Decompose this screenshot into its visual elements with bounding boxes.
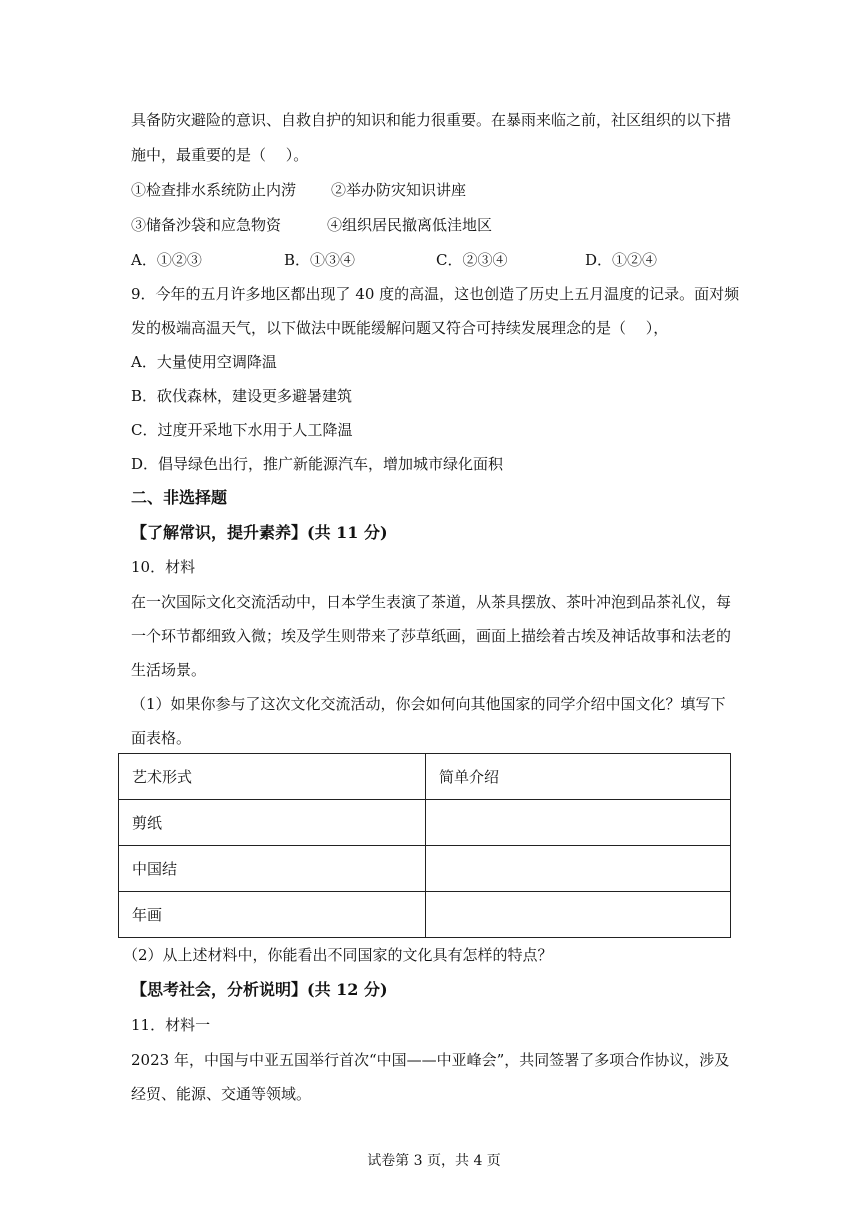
table-cell-new-year-painting: 年画 bbox=[119, 892, 426, 938]
q8-item-3: ③储备沙袋和应急物资 bbox=[131, 216, 282, 234]
q9-line-2: 发的极端高温天气，以下做法中既能缓解问题又符合可持续发展理念的是（ ）， bbox=[131, 319, 669, 337]
table-row bbox=[119, 800, 731, 846]
q8-option-c: C．②③④ bbox=[436, 251, 508, 269]
table-row bbox=[119, 846, 731, 892]
q10-material-line-2: 一个环节都细致入微；埃及学生则带来了莎草纸画，画面上描绘着古埃及神话故事和法老的 bbox=[131, 627, 732, 645]
q10-sub1-line-2: 面表格。 bbox=[131, 729, 192, 747]
table-row bbox=[119, 754, 731, 800]
q9-option-b: B．砍伐森林，建设更多避暑建筑 bbox=[131, 387, 353, 405]
q8-item-4: ④组织居民撤离低洼地区 bbox=[327, 216, 493, 234]
table-cell-paper-cutting: 剪纸 bbox=[119, 800, 426, 846]
table-answer-cell[interactable] bbox=[426, 892, 731, 938]
part1-title: 【了解常识，提升素养】(共 11 分) bbox=[131, 523, 388, 542]
q10-material-line-1: 在一次国际文化交流活动中，日本学生表演了茶道，从茶具摆放、茶叶冲泡到品茶礼仪，每 bbox=[131, 593, 732, 611]
q10-label: 10．材料 bbox=[131, 558, 196, 576]
q9-line-1: 9．今年的五月许多地区都出现了 40 度的高温，这也创造了历史上五月温度的记录。面对频 bbox=[131, 285, 740, 303]
q10-sub2: （2）从上述材料中，你能看出不同国家的文化具有怎样的特点？ bbox=[123, 946, 553, 964]
q8-option-b: B．①③④ bbox=[284, 251, 356, 269]
q9-option-d: D．倡导绿色出行，推广新能源汽车，增加城市绿化面积 bbox=[131, 455, 504, 473]
table-header-intro: 简单介绍 bbox=[426, 754, 731, 800]
q8-option-d: D．①②④ bbox=[585, 251, 658, 269]
table-cell-chinese-knot: 中国结 bbox=[119, 846, 426, 892]
q11-line-1: 2023 年，中国与中亚五国举行首次“中国——中亚峰会”，共同签署了多项合作协议，涉及 bbox=[131, 1051, 730, 1069]
table-answer-cell[interactable] bbox=[426, 846, 731, 892]
q8-option-a: A．①②③ bbox=[131, 251, 202, 269]
intro-line-1: 具备防灾避险的意识、自救自护的知识和能力很重要。在暴雨来临之前，社区组织的以下措 bbox=[131, 111, 732, 129]
q11-line-2: 经贸、能源、交通等领域。 bbox=[131, 1085, 312, 1103]
q11-label: 11．材料一 bbox=[131, 1016, 211, 1034]
intro-line-2: 施中，最重要的是（ ）。 bbox=[131, 146, 309, 164]
part2-title: 【思考社会，分析说明】(共 12 分) bbox=[131, 980, 388, 999]
page-footer: 试卷第 3 页，共 4 页 bbox=[367, 1153, 501, 1169]
table-header-art-form: 艺术形式 bbox=[119, 754, 426, 800]
table-row bbox=[119, 892, 731, 938]
section-title: 二、非选择题 bbox=[131, 488, 228, 507]
q9-option-a: A．大量使用空调降温 bbox=[131, 353, 277, 371]
q10-sub1-line-1: （1）如果你参与了这次文化交流活动，你会如何向其他国家的同学介绍中国文化？填写下 bbox=[131, 695, 726, 713]
q8-item-1: ①检查排水系统防止内涝 bbox=[131, 181, 297, 199]
q8-item-2: ②举办防灾知识讲座 bbox=[331, 181, 467, 199]
answer-table bbox=[118, 753, 731, 938]
q10-material-line-3: 生活场景。 bbox=[131, 661, 207, 679]
table-answer-cell[interactable] bbox=[426, 800, 731, 846]
q9-option-c: C．过度开采地下水用于人工降温 bbox=[131, 421, 353, 439]
